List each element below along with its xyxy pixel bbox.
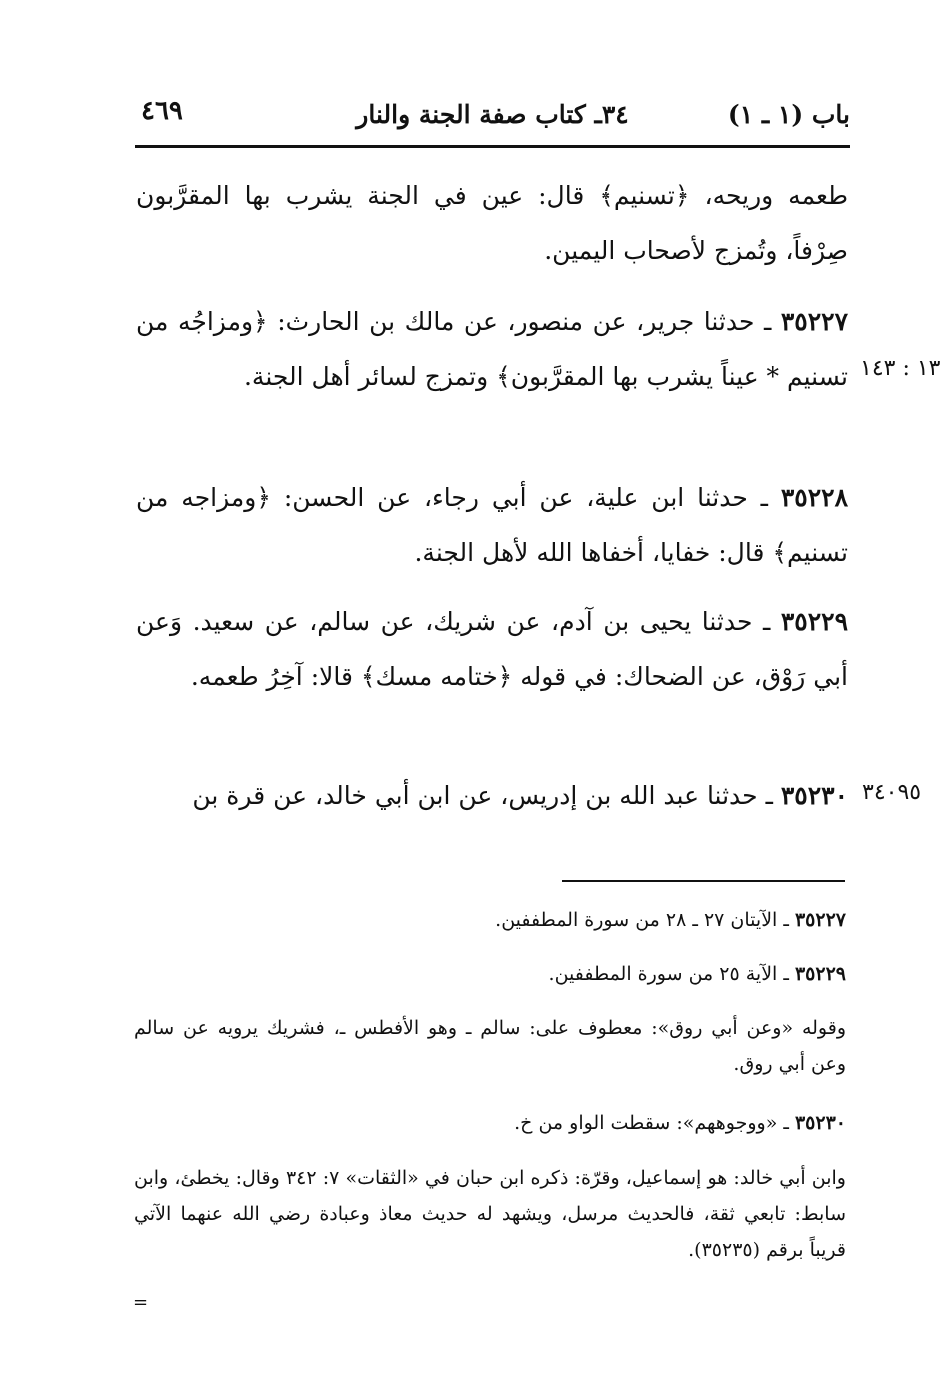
footnote-4 bbox=[134, 1105, 846, 1141]
footnote-number: ٣٥٢٢٩ bbox=[794, 963, 846, 985]
hadith-number: ٣٥٢٣٠ bbox=[780, 781, 848, 810]
margin-reference-1: ١٣ : ١٤٣ bbox=[860, 356, 941, 381]
hadith-text: ـ حدثنا عبد الله بن إدريس، عن ابن أبي خالد، عن قرة بن bbox=[192, 781, 781, 810]
footnote-number: ٣٥٢٢٧ bbox=[794, 909, 846, 931]
margin-reference-2: ٣٤٠٩٥ bbox=[862, 780, 922, 805]
footnote-1 bbox=[134, 902, 846, 938]
hadith-35229 bbox=[136, 594, 848, 704]
hadith-text: ـ حدثنا يحيى بن آدم، عن شريك، عن سالم، عن سعيد. وَعن أبي رَوْق، عن الضحاك: في قوله ﴿ختامه مسك﴾ قالا: آخِرُ طعمه. bbox=[136, 607, 848, 691]
continuation-paragraph: طعمه وريحه، ﴿تسنيم﴾ قال: عين في الجنة يشرب بها المقرَّبون صِرْفاً، وتُمزج لأصحاب اليمين. bbox=[136, 181, 848, 265]
footnote-text: ـ «ووجوههم»: سقطت الواو من خ. bbox=[514, 1112, 795, 1134]
footnote-separator bbox=[562, 880, 845, 882]
running-header bbox=[135, 88, 850, 138]
book-title: ٣٤ـ كتاب صفة الجنة والنار bbox=[356, 100, 629, 129]
footnote-text: ـ الآيتان ٢٧ ـ ٢٨ من سورة المطففين. bbox=[495, 909, 795, 931]
header-rule bbox=[135, 145, 850, 148]
hadith-number: ٣٥٢٢٧ bbox=[780, 307, 848, 336]
hadith-text: ـ حدثنا ابن علية، عن أبي رجاء، عن الحسن: ﴿ومزاجه من تسنيم﴾ قال: خفايا، أخفاها الله لأهل الجنة. bbox=[136, 483, 848, 567]
hadith-text: ـ حدثنا جرير، عن منصور، عن مالك بن الحارث: ﴿ومزاجُه من تسنيم * عيناً يشرب بها المقرَّبون﴾ وتمزج لسائر أهل الجنة. bbox=[136, 307, 848, 391]
page-number: ٤٦٩ bbox=[141, 96, 183, 126]
continuation-mark: = bbox=[133, 1292, 149, 1313]
hadith-number: ٣٥٢٢٨ bbox=[780, 483, 848, 512]
footnote-5: وابن أبي خالد: هو إسماعيل، وقرّة: ذكره ابن حبان في «الثقات» ٧: ٣٤٢ وقال: يخطئ، وابن سابط: تابعي ثقة، فالحديث مرسل، ويشهد له حديث معاذ وعبادة رضي الله عنهما الآتي قريباً برقم (٣٥٢٣٥). bbox=[134, 1167, 846, 1261]
hadith-35230 bbox=[136, 768, 848, 823]
hadith-35227 bbox=[136, 294, 848, 404]
footnote-3: وقوله «وعن أبي روق»: معطوف على: سالم ـ وهو الأفطس ـ، فشريك يرويه عن سالم وعن أبي روق. bbox=[134, 1017, 846, 1075]
footnote-number: ٣٥٢٣٠ bbox=[794, 1112, 846, 1134]
chapter-label: باب (١ ـ ١) bbox=[727, 100, 850, 129]
hadith-35228 bbox=[136, 470, 848, 580]
footnote-text: ـ الآية ٢٥ من سورة المطففين. bbox=[548, 963, 795, 985]
hadith-number: ٣٥٢٢٩ bbox=[780, 607, 848, 636]
footnote-2 bbox=[134, 956, 846, 992]
